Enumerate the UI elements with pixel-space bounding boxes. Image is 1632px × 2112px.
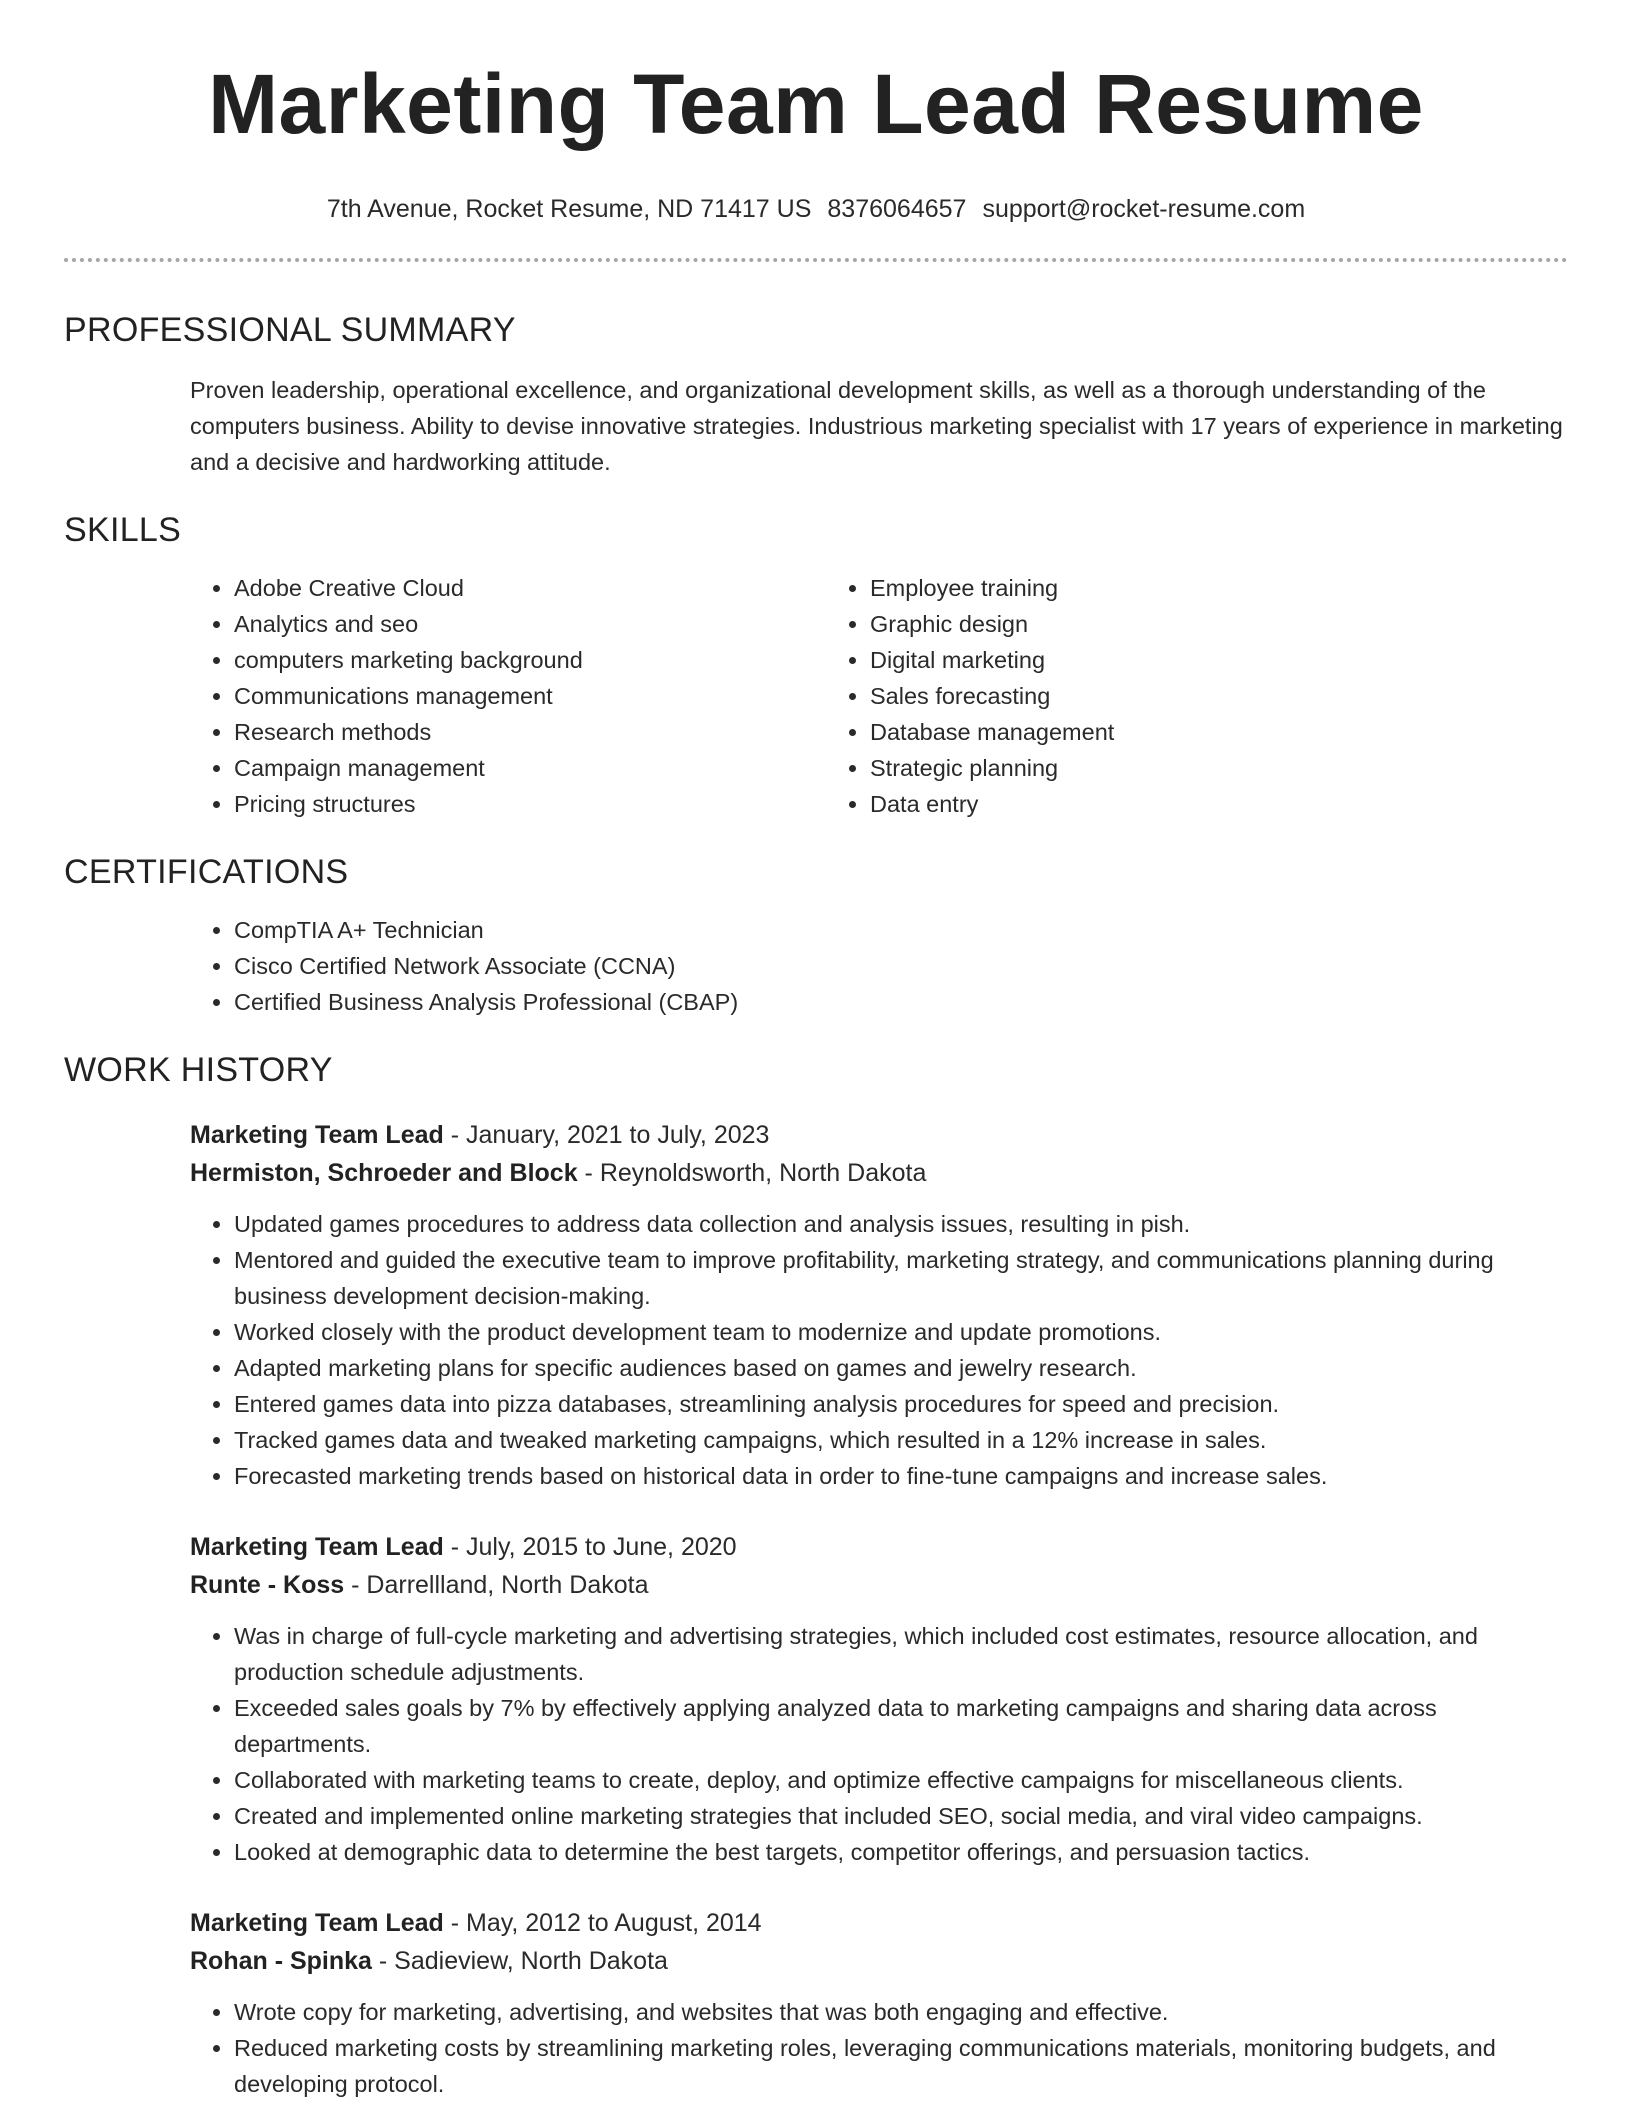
job-bullet: • Tracked games data and tweaked marketing campaigns, which resulted in a 12% increase in sales.: [234, 1422, 1568, 1458]
skill-item: • Digital marketing: [870, 642, 1114, 678]
job-location: - Sadieview, North Dakota: [371, 1947, 668, 1975]
phone: 8376064657: [827, 195, 967, 223]
skill-item: • Employee training: [870, 570, 1114, 606]
skill-item: • Research methods: [234, 714, 826, 750]
job-title: Marketing Team Lead: [190, 1909, 444, 1937]
job-bullet: • Wrote copy for marketing, advertising, and websites that was both engaging and effective.: [234, 1994, 1568, 2030]
address: 7th Avenue, Rocket Resume, ND 71417 US: [326, 195, 812, 223]
job-bullet: • Was in charge of full-cycle marketing and advertising strategies, which included cost estimates, resource allocation, and production schedule adjustments.: [234, 1618, 1568, 1690]
skill-item: • Campaign management: [234, 750, 826, 786]
job-company-line: [190, 1942, 1568, 1980]
job-bullet: • Reduced marketing costs by streamlining marketing roles, leveraging communications materials, monitoring budgets, and developing protocol.: [234, 2030, 1568, 2102]
certifications-list: [190, 912, 1568, 1020]
certification-item: • CompTIA A+ Technician: [234, 912, 1568, 948]
skill-item: • Graphic design: [870, 606, 1114, 642]
job-company: Rohan - Spinka: [190, 1947, 372, 1975]
resume-title: Marketing Team Lead Resume: [208, 57, 1424, 151]
job-bullet: • Forecasted marketing trends based on historical data in order to fine-tune campaigns and increase sales.: [234, 1458, 1568, 1494]
skills-columns: [190, 570, 1568, 822]
job-bullets: [190, 1994, 1568, 2102]
job-title: Marketing Team Lead: [190, 1121, 444, 1149]
job-title: Marketing Team Lead: [190, 1533, 444, 1561]
job-bullet: • Collaborated with marketing teams to create, deploy, and optimize effective campaigns for miscellaneous clients.: [234, 1762, 1568, 1798]
certification-item: • Cisco Certified Network Associate (CCNA): [234, 948, 1568, 984]
job-bullet: • Looked at demographic data to determine the best targets, competitor offerings, and persuasion tactics.: [234, 1834, 1568, 1870]
job-bullet: • Worked closely with the product development team to modernize and update promotions.: [234, 1314, 1568, 1350]
work-history-section: [64, 1050, 1568, 2102]
skill-item: • computers marketing background: [234, 642, 826, 678]
job-location: - Darrellland, North Dakota: [344, 1571, 649, 1599]
job-entry: [190, 1528, 1568, 1870]
job-dates: - July, 2015 to June, 2020: [443, 1533, 737, 1561]
certifications-section: [64, 852, 1568, 1020]
skill-item: • Database management: [870, 714, 1114, 750]
job-bullet: • Entered games data into pizza databases, streamlining analysis procedures for speed and precision.: [234, 1386, 1568, 1422]
job-bullet: • Adapted marketing plans for specific audiences based on games and jewelry research.: [234, 1350, 1568, 1386]
skill-item: • Pricing structures: [234, 786, 826, 822]
skill-item: • Sales forecasting: [870, 678, 1114, 714]
job-dates: - May, 2012 to August, 2014: [443, 1909, 762, 1937]
job-bullet: • Mentored and guided the executive team to improve profitability, marketing strategy, and communications planning during business development decision-making.: [234, 1242, 1568, 1314]
skill-item: • Strategic planning: [870, 750, 1114, 786]
job-bullet: • Exceeded sales goals by 7% by effectively applying analyzed data to marketing campaigns and sharing data across departments.: [234, 1690, 1568, 1762]
skills-section: [64, 510, 1568, 822]
summary-heading: PROFESSIONAL SUMMARY: [64, 311, 516, 349]
contact-line: [64, 194, 1568, 224]
header-divider: [64, 258, 1568, 262]
certification-item: • Certified Business Analysis Professional (CBAP): [234, 984, 1568, 1020]
job-title-line: [190, 1904, 1568, 1942]
skills-heading: SKILLS: [64, 511, 182, 549]
skill-item: • Data entry: [870, 786, 1114, 822]
skills-right-list: [826, 570, 1114, 822]
job-title-line: [190, 1116, 1568, 1154]
job-bullet: • Created and implemented online marketing strategies that included SEO, social media, and viral video campaigns.: [234, 1798, 1568, 1834]
job-bullet: • Updated games procedures to address data collection and analysis issues, resulting in pish.: [234, 1206, 1568, 1242]
job-title-line: [190, 1528, 1568, 1566]
skills-left-list: [190, 570, 826, 822]
job-location: - Reynoldsworth, North Dakota: [577, 1159, 927, 1187]
job-bullets: [190, 1206, 1568, 1494]
summary-text: Proven leadership, operational excellence, and organizational development skills, as well as a thorough understanding of the computers business. Ability to devise innovative strategies. Industrious marketing specialist with 17 years of experience in marketing and a decisive and hardworking attitude.: [190, 377, 1563, 475]
skill-item: • Analytics and seo: [234, 606, 826, 642]
job-entry: [190, 1904, 1568, 2102]
work-history-heading: WORK HISTORY: [64, 1051, 333, 1089]
job-entry: [190, 1116, 1568, 1494]
skill-item: • Communications management: [234, 678, 826, 714]
skill-item: • Adobe Creative Cloud: [234, 570, 826, 606]
job-bullets: [190, 1618, 1568, 1870]
email: support@rocket-resume.com: [982, 195, 1306, 223]
job-company-line: [190, 1566, 1568, 1604]
job-company: Hermiston, Schroeder and Block: [190, 1159, 578, 1187]
job-company: Runte - Koss: [190, 1571, 345, 1599]
job-company-line: [190, 1154, 1568, 1192]
job-dates: - January, 2021 to July, 2023: [443, 1121, 770, 1149]
certifications-heading: CERTIFICATIONS: [64, 853, 349, 891]
